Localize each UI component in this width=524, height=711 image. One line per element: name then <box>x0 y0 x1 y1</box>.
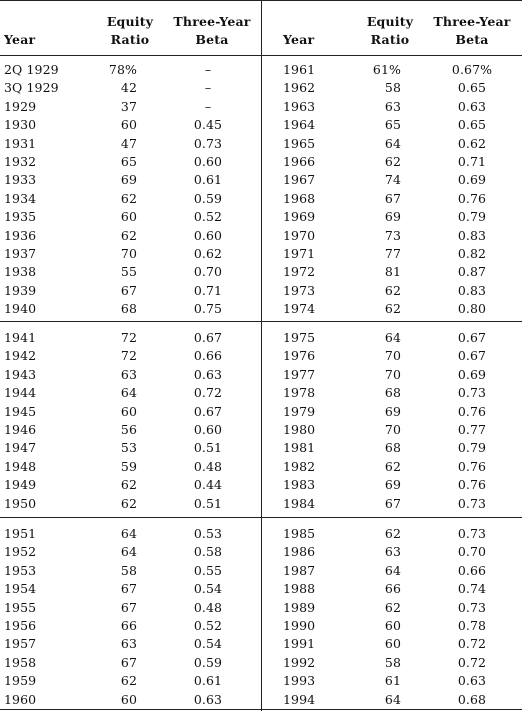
cell-year: 1970 <box>283 227 316 243</box>
cell-equity-ratio: 64 <box>120 544 137 560</box>
cell-equity-ratio: 64 <box>384 330 401 345</box>
cell-year: 1960 <box>4 691 37 707</box>
cell-equity-ratio: 62 <box>384 599 401 615</box>
cell-year: 1943 <box>4 366 37 382</box>
cell-year: 1983 <box>283 477 316 493</box>
cell-equity-ratio: 62 <box>384 458 401 474</box>
cell-equity-ratio: 63 <box>384 98 401 114</box>
cell-three-year-beta: 0.45 <box>193 117 223 133</box>
cell-year: 1967 <box>283 172 316 188</box>
cell-equity-ratio: 60 <box>120 117 137 133</box>
cell-three-year-beta: 0.72 <box>193 385 223 401</box>
cell-three-year-beta: 0.58 <box>193 544 223 560</box>
cell-three-year-beta: 0.73 <box>457 385 487 401</box>
cell-three-year-beta: 0.69 <box>457 172 487 188</box>
cell-equity-ratio: 62 <box>384 526 401 541</box>
cell-equity-ratio: 47 <box>120 135 137 151</box>
cell-three-year-beta: 0.71 <box>457 154 487 169</box>
cell-three-year-beta: 0.80 <box>457 301 487 317</box>
cell-equity-ratio: 65 <box>120 154 137 169</box>
cell-year: 1977 <box>283 366 316 382</box>
cell-year: 1955 <box>4 599 37 615</box>
cell-three-year-beta: 0.77 <box>457 422 487 437</box>
cell-equity-ratio: 63 <box>120 636 137 652</box>
cell-year: 1941 <box>4 330 37 345</box>
cell-equity-ratio: 67 <box>120 599 137 615</box>
cell-equity-ratio: 74 <box>384 172 401 188</box>
cell-equity-ratio: 67 <box>120 654 137 670</box>
cell-year: 1954 <box>4 581 37 597</box>
cell-three-year-beta: 0.65 <box>457 80 487 96</box>
cell-three-year-beta: 0.73 <box>193 135 223 151</box>
cell-year: 1933 <box>4 172 37 188</box>
cell-year: 1991 <box>283 636 316 652</box>
cell-three-year-beta: 0.48 <box>193 458 223 474</box>
cell-three-year-beta: 0.51 <box>193 495 223 511</box>
cell-three-year-beta: 0.76 <box>457 403 487 419</box>
cell-equity-ratio: 67 <box>384 495 401 511</box>
cell-equity-ratio: 55 <box>120 264 137 280</box>
cell-equity-ratio: 60 <box>120 403 137 419</box>
cell-equity-ratio: 68 <box>384 385 401 401</box>
cell-equity-ratio: 73 <box>384 227 401 243</box>
cell-equity-ratio: 69 <box>384 209 401 225</box>
cell-year: 1965 <box>283 135 316 151</box>
header-beta-left-line1: Three-Year <box>173 14 251 29</box>
cell-three-year-beta: 0.75 <box>193 301 223 317</box>
cell-year: 1956 <box>4 618 37 633</box>
cell-year: 1966 <box>283 154 316 169</box>
cell-three-year-beta: 0.59 <box>193 190 223 206</box>
cell-three-year-beta: 0.74 <box>457 581 487 597</box>
cell-year: 1929 <box>4 98 37 114</box>
cell-three-year-beta: – <box>204 80 212 96</box>
cell-equity-ratio: 62 <box>384 282 401 298</box>
cell-year: 1952 <box>4 544 37 560</box>
cell-year: 1993 <box>283 673 316 689</box>
cell-year: 1950 <box>4 495 37 511</box>
cell-year: 1989 <box>283 599 316 615</box>
cell-year: 1968 <box>283 190 316 206</box>
cell-equity-ratio: 77 <box>384 246 401 261</box>
cell-three-year-beta: 0.54 <box>193 581 223 597</box>
cell-year: 1939 <box>4 282 37 298</box>
header-equity-left-line1: Equity <box>106 14 154 29</box>
cell-equity-ratio: 61 <box>384 673 401 689</box>
cell-equity-ratio: 59 <box>120 458 137 474</box>
cell-equity-ratio: 60 <box>120 691 137 707</box>
cell-equity-ratio: 62 <box>120 227 137 243</box>
cell-year: 1944 <box>4 385 37 401</box>
cell-equity-ratio: 53 <box>120 440 137 456</box>
cell-three-year-beta: 0.73 <box>457 599 487 615</box>
cell-equity-ratio: 70 <box>120 246 137 261</box>
cell-year: 1979 <box>283 403 316 419</box>
cell-three-year-beta: 0.83 <box>457 227 487 243</box>
cell-three-year-beta: 0.69 <box>457 366 487 382</box>
cell-equity-ratio: 67 <box>120 282 137 298</box>
cell-three-year-beta: 0.63 <box>457 98 487 114</box>
cell-three-year-beta: 0.87 <box>457 264 487 280</box>
cell-year: 1994 <box>283 691 316 707</box>
header-equity-left-line2: Ratio <box>110 32 150 47</box>
header-year-left: Year <box>4 32 36 47</box>
cell-year: 1949 <box>4 477 37 493</box>
cell-year: 1958 <box>4 654 37 670</box>
cell-three-year-beta: 0.44 <box>193 477 223 493</box>
cell-year: 1942 <box>4 348 37 364</box>
cell-three-year-beta: 0.73 <box>457 526 487 541</box>
cell-three-year-beta: 0.63 <box>457 673 487 689</box>
cell-equity-ratio: 64 <box>120 385 137 401</box>
cell-three-year-beta: 0.62 <box>457 135 487 151</box>
cell-equity-ratio: 62 <box>120 190 137 206</box>
cell-year: 1987 <box>283 562 316 578</box>
cell-equity-ratio: 64 <box>384 691 401 707</box>
cell-three-year-beta: 0.67 <box>457 330 487 345</box>
cell-year: 1992 <box>283 654 316 670</box>
cell-year: 1986 <box>283 544 316 560</box>
cell-three-year-beta: 0.79 <box>457 209 487 225</box>
cell-three-year-beta: 0.62 <box>193 246 223 261</box>
cell-equity-ratio: 62 <box>120 495 137 511</box>
cell-year: 1962 <box>283 80 316 96</box>
cell-equity-ratio: 62 <box>384 154 401 169</box>
cell-three-year-beta: 0.72 <box>457 636 487 652</box>
cell-three-year-beta: 0.60 <box>193 227 223 243</box>
cell-three-year-beta: 0.63 <box>193 691 223 707</box>
cell-year: 1978 <box>283 385 316 401</box>
cell-year: 1964 <box>283 117 316 133</box>
cell-year: 1980 <box>283 422 316 437</box>
cell-year: 1931 <box>4 135 37 151</box>
cell-year: 1974 <box>283 301 316 317</box>
cell-equity-ratio: 61% <box>372 62 401 77</box>
cell-equity-ratio: 58 <box>384 80 401 96</box>
cell-three-year-beta: 0.71 <box>193 282 223 298</box>
cell-three-year-beta: 0.55 <box>193 562 223 578</box>
cell-three-year-beta: 0.51 <box>193 440 223 456</box>
cell-three-year-beta: 0.67 <box>193 403 223 419</box>
cell-equity-ratio: 66 <box>384 581 401 597</box>
cell-equity-ratio: 66 <box>120 618 137 633</box>
cell-three-year-beta: 0.67% <box>451 62 493 77</box>
cell-year: 1984 <box>283 495 316 511</box>
cell-year: 1969 <box>283 209 316 225</box>
cell-year: 1948 <box>4 458 37 474</box>
cell-year: 1988 <box>283 581 316 597</box>
cell-year: 1930 <box>4 117 37 133</box>
cell-three-year-beta: – <box>204 98 212 114</box>
cell-three-year-beta: 0.67 <box>193 330 223 345</box>
cell-year: 1937 <box>4 246 37 261</box>
cell-equity-ratio: 62 <box>384 301 401 317</box>
cell-equity-ratio: 67 <box>384 190 401 206</box>
cell-equity-ratio: 58 <box>120 562 137 578</box>
cell-three-year-beta: 0.59 <box>193 654 223 670</box>
header-beta-right-line2: Beta <box>455 32 489 47</box>
cell-year: 1973 <box>283 282 316 298</box>
cell-year: 1972 <box>283 264 316 280</box>
cell-equity-ratio: 67 <box>120 581 137 597</box>
cell-year: 1940 <box>4 301 37 317</box>
cell-year: 1963 <box>283 98 316 114</box>
cell-equity-ratio: 70 <box>384 366 401 382</box>
cell-three-year-beta: 0.61 <box>193 172 223 188</box>
cell-three-year-beta: 0.54 <box>193 636 223 652</box>
cell-three-year-beta: 0.76 <box>457 477 487 493</box>
cell-equity-ratio: 58 <box>384 654 401 670</box>
cell-year: 1975 <box>283 330 316 345</box>
cell-equity-ratio: 78% <box>108 62 137 77</box>
header-equity-right-line1: Equity <box>366 14 414 29</box>
cell-equity-ratio: 60 <box>120 209 137 225</box>
cell-equity-ratio: 64 <box>120 526 137 541</box>
cell-year: 1934 <box>4 190 37 206</box>
header-equity-right-line2: Ratio <box>370 32 410 47</box>
cell-three-year-beta: 0.63 <box>193 366 223 382</box>
cell-three-year-beta: – <box>204 62 212 77</box>
cell-three-year-beta: 0.67 <box>457 348 487 364</box>
cell-equity-ratio: 72 <box>120 348 137 364</box>
cell-year: 3Q 1929 <box>4 80 59 96</box>
cell-year: 1935 <box>4 209 37 225</box>
cell-year: 1938 <box>4 264 37 280</box>
cell-three-year-beta: 0.79 <box>457 440 487 456</box>
header-beta-left-line2: Beta <box>195 32 229 47</box>
cell-year: 1951 <box>4 526 37 541</box>
cell-year: 1985 <box>283 526 316 541</box>
cell-three-year-beta: 0.52 <box>193 618 223 633</box>
cell-equity-ratio: 64 <box>384 135 401 151</box>
cell-equity-ratio: 68 <box>120 301 137 317</box>
cell-equity-ratio: 42 <box>120 80 137 96</box>
cell-equity-ratio: 81 <box>384 264 401 280</box>
cell-year: 1959 <box>4 673 37 689</box>
cell-equity-ratio: 64 <box>384 562 401 578</box>
cell-year: 1982 <box>283 458 316 474</box>
cell-equity-ratio: 63 <box>384 544 401 560</box>
cell-three-year-beta: 0.83 <box>457 282 487 298</box>
cell-year: 1953 <box>4 562 37 578</box>
cell-three-year-beta: 0.66 <box>457 562 487 578</box>
cell-year: 1947 <box>4 440 37 456</box>
header-year-right: Year <box>283 32 315 47</box>
cell-equity-ratio: 70 <box>384 348 401 364</box>
cell-three-year-beta: 0.48 <box>193 599 223 615</box>
header-beta-right-line1: Three-Year <box>433 14 511 29</box>
cell-equity-ratio: 70 <box>384 422 401 437</box>
cell-year: 1981 <box>283 440 316 456</box>
cell-three-year-beta: 0.66 <box>193 348 223 364</box>
cell-equity-ratio: 69 <box>384 477 401 493</box>
cell-three-year-beta: 0.76 <box>457 190 487 206</box>
cell-year: 1976 <box>283 348 316 364</box>
cell-three-year-beta: 0.70 <box>457 544 487 560</box>
cell-year: 1936 <box>4 227 37 243</box>
cell-equity-ratio: 60 <box>384 636 401 652</box>
cell-equity-ratio: 60 <box>384 618 401 633</box>
cell-three-year-beta: 0.61 <box>193 673 223 689</box>
column-divider <box>261 0 262 711</box>
cell-three-year-beta: 0.72 <box>457 654 487 670</box>
cell-year: 1945 <box>4 403 37 419</box>
cell-equity-ratio: 37 <box>120 98 137 114</box>
cell-year: 1961 <box>283 62 316 77</box>
cell-equity-ratio: 69 <box>384 403 401 419</box>
cell-three-year-beta: 0.60 <box>193 422 223 437</box>
cell-three-year-beta: 0.60 <box>193 154 223 169</box>
cell-three-year-beta: 0.73 <box>457 495 487 511</box>
cell-year: 1957 <box>4 636 37 652</box>
cell-equity-ratio: 56 <box>120 422 137 437</box>
cell-equity-ratio: 65 <box>384 117 401 133</box>
cell-three-year-beta: 0.70 <box>193 264 223 280</box>
cell-three-year-beta: 0.78 <box>457 618 487 633</box>
cell-equity-ratio: 62 <box>120 673 137 689</box>
cell-year: 1990 <box>283 618 316 633</box>
cell-year: 1932 <box>4 154 37 169</box>
cell-year: 1946 <box>4 422 37 437</box>
cell-three-year-beta: 0.65 <box>457 117 487 133</box>
cell-three-year-beta: 0.53 <box>193 526 223 541</box>
cell-equity-ratio: 63 <box>120 366 137 382</box>
cell-equity-ratio: 68 <box>384 440 401 456</box>
cell-year: 2Q 1929 <box>4 62 59 77</box>
cell-equity-ratio: 72 <box>120 330 137 345</box>
cell-three-year-beta: 0.82 <box>457 246 487 261</box>
cell-equity-ratio: 62 <box>120 477 137 493</box>
cell-three-year-beta: 0.68 <box>457 691 487 707</box>
cell-year: 1971 <box>283 246 316 261</box>
cell-three-year-beta: 0.76 <box>457 458 487 474</box>
cell-equity-ratio: 69 <box>120 172 137 188</box>
cell-three-year-beta: 0.52 <box>193 209 223 225</box>
